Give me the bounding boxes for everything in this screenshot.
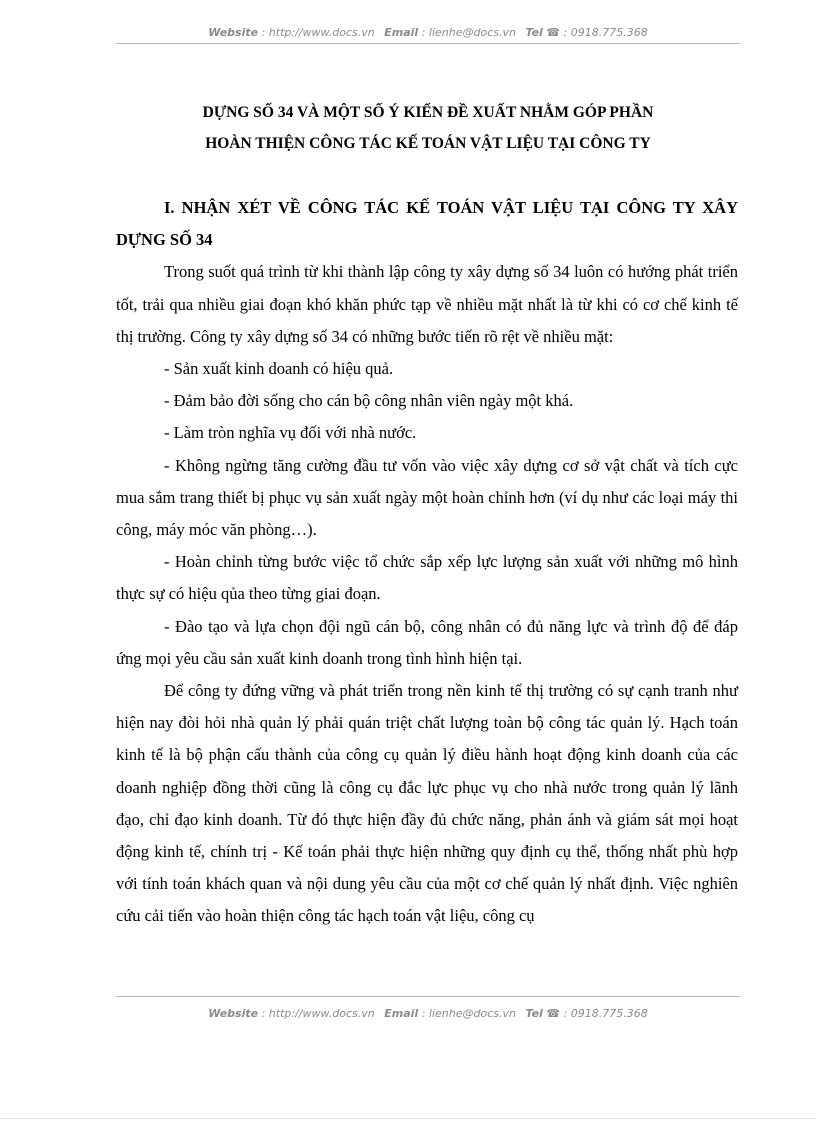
- header-tel-number: ☎ : 0918.775.368: [546, 26, 648, 39]
- footer-divider: [116, 996, 740, 997]
- document-title: [116, 97, 740, 159]
- header-tel-label: Tel: [525, 26, 543, 39]
- header-website-url[interactable]: : http://www.docs.vn: [261, 26, 375, 39]
- bullet-item-1: - Sản xuất kinh doanh có hiệu quả.: [164, 359, 394, 379]
- intro-paragraph: Trong suốt quá trình từ khi thành lập công ty xây dựng số 34 luôn có hướng phát triển tốt, trải qua nhiều giai đoạn khó khăn phức tạp về nhiều mặt nhất là từ khi có cơ chế kinh tế thị trường. Công ty xây dựng số 34 có những bước tiến rõ rệt về nhiều mặt:: [116, 262, 738, 346]
- page-footer: [116, 1007, 740, 1021]
- section-heading: I. NHẬN XÉT VỀ CÔNG TÁC KẾ TOÁN VẬT LIỆU TẠI CÔNG TY XÂY DỰNG SỐ 34: [116, 198, 738, 250]
- header-email-address[interactable]: : lienhe@docs.vn: [421, 26, 516, 39]
- header-divider: [116, 43, 740, 44]
- bullet-item-2: - Đảm bảo đời sống cho cán bộ công nhân viên ngày một khá.: [164, 391, 574, 411]
- footer-tel-number: ☎ : 0918.775.368: [546, 1007, 648, 1020]
- title-line-2: HOÀN THIỆN CÔNG TÁC KẾ TOÁN VẬT LIỆU TẠI CÔNG TY: [205, 135, 651, 152]
- bullet-item-4: - Không ngừng tăng cường đầu tư vốn vào việc xây dựng cơ sở vật chất và tích cực mua sắm trang thiết bị phục vụ sản xuất ngày một hoàn chỉnh hơn (ví dụ như các loại máy thi công, máy móc văn phòng…).: [116, 455, 738, 540]
- header-email-label: Email: [384, 26, 419, 39]
- footer-email-address[interactable]: : lienhe@docs.vn: [421, 1007, 516, 1020]
- title-line-1: DỰNG SỐ 34 VÀ MỘT SỐ Ý KIẾN ĐỀ XUẤT NHẰM GÓP PHẦN: [202, 104, 654, 121]
- closing-paragraph: Để công ty đứng vững và phát triển trong nền kinh tế thị trường có sự cạnh tranh như hiện nay đòi hỏi nhà quản lý phải quán triệt chất lượng toàn bộ công tác quản lý. Hạch toán kinh tế là bộ phận cấu thành của công cụ quản lý điều hành hoạt động kinh doanh của các doanh nghiệp đồng thời cũng là công cụ đắc lực phục vụ cho nhà nước trong quản lý lãnh đạo, chỉ đạo kinh doanh. Từ đó thực hiện đầy đủ chức năng, phản ánh và giám sát mọi hoạt động kinh tế, chính trị - Kế toán phải thực hiện những quy định cụ thể, thống nhất phù hợp với tính toán khách quan và nội dung yêu cầu của một cơ chế quản lý nhất định. Việc nghiên cứu cải tiến vào hoàn thiện công tác hạch toán vật liệu, công cụ: [116, 681, 738, 926]
- footer-email-label: Email: [384, 1007, 419, 1020]
- page-edge-divider: [0, 1118, 816, 1119]
- document-body: [116, 192, 738, 933]
- bullet-item-6: - Đào tạo và lựa chọn đội ngũ cán bộ, công nhân có đủ năng lực và trình độ để đáp ứng mọi yêu cầu sản xuất kinh doanh trong tình hình hiện tại.: [116, 616, 738, 668]
- header-website-label: Website: [208, 26, 259, 39]
- footer-tel-label: Tel: [525, 1007, 543, 1020]
- page-header: [116, 26, 740, 40]
- bullet-item-3: - Làm tròn nghĩa vụ đối với nhà nước.: [164, 423, 417, 443]
- bullet-item-5: - Hoàn chỉnh từng bước việc tổ chức sắp xếp lực lượng sản xuất với những mô hình thực sự có hiệu qủa theo từng giai đoạn.: [116, 552, 738, 604]
- footer-website-url[interactable]: : http://www.docs.vn: [261, 1007, 375, 1020]
- footer-website-label: Website: [208, 1007, 259, 1020]
